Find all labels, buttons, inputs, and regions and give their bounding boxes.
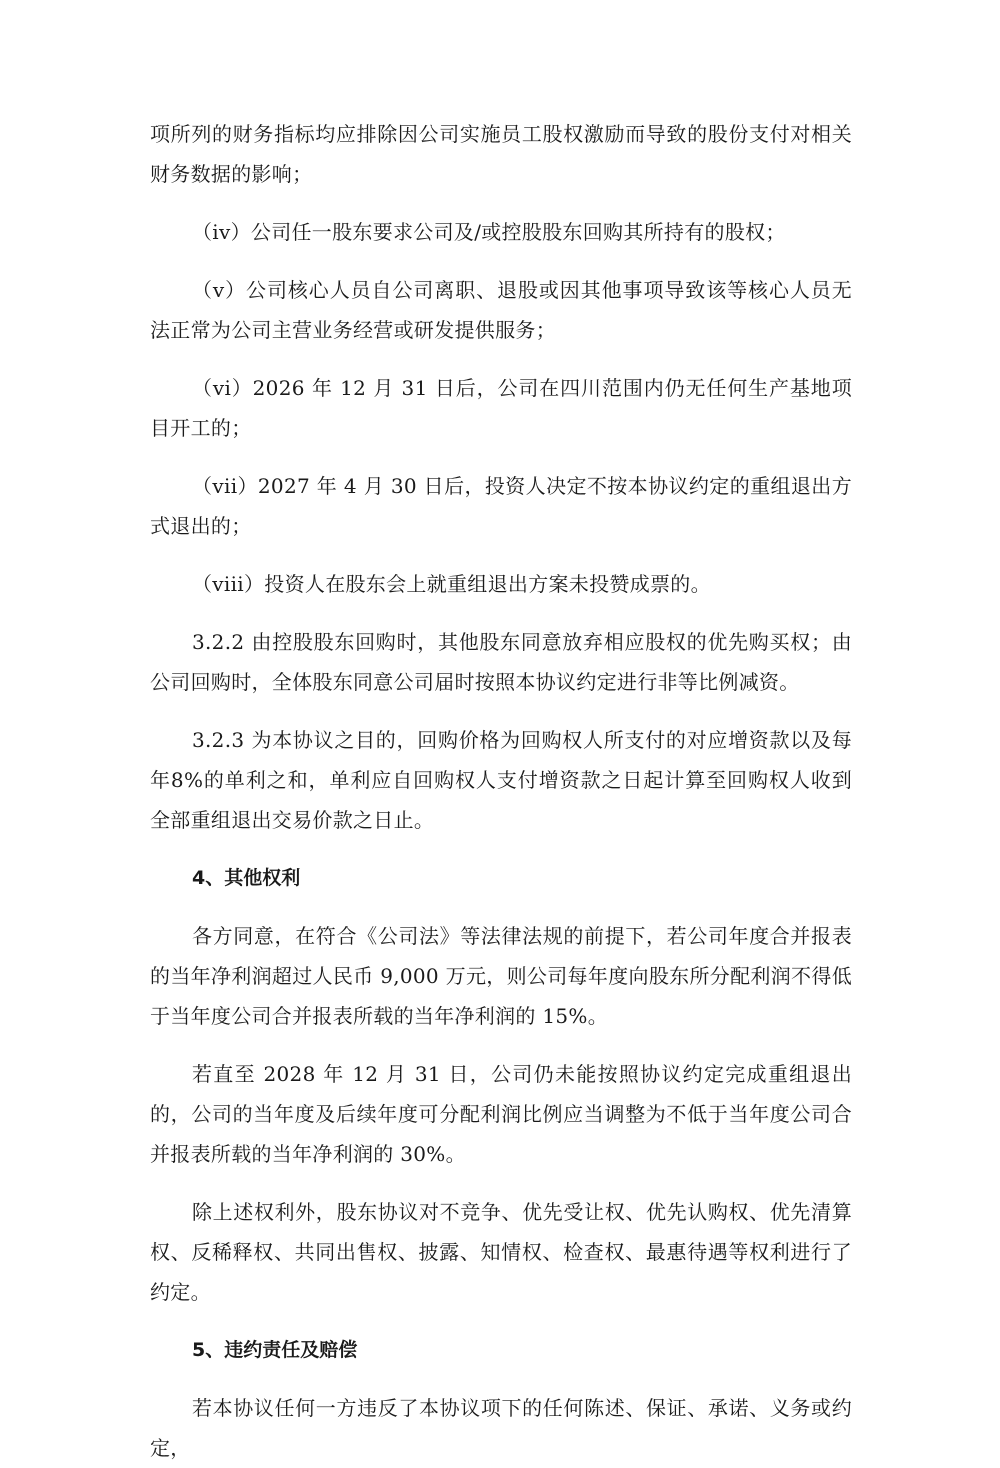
section-heading-breach-liability: 5、违约责任及赔偿 bbox=[192, 1339, 358, 1361]
document-page bbox=[150, 114, 852, 1468]
paragraph-financial-metrics: 项所列的财务指标均应排除因公司实施员工股权激励而导致的股份支付对相关财务数据的影响； bbox=[150, 122, 852, 186]
paragraph-3-2-3: 3.2.3 为本协议之目的，回购价格为回购权人所支付的对应增资款以及每年8%的单利之和，单利应自回购权人支付增资款之日起计算至回购权人收到全部重组退出交易价款之日止。 bbox=[150, 728, 852, 832]
paragraph-profit-adjustment: 若直至 2028 年 12 月 31 日，公司仍未能按照协议约定完成重组退出的，公司的当年度及后续年度可分配利润比例应当调整为不低于当年度公司合并报表所载的当年净利润的 30%。 bbox=[150, 1062, 852, 1166]
paragraph-clause-vi: （vi）2026 年 12 月 31 日后，公司在四川范围内仍无任何生产基地项目开工的； bbox=[150, 376, 852, 440]
paragraph-breach-intro: 若本协议任何一方违反了本协议项下的任何陈述、保证、承诺、义务或约定， bbox=[150, 1396, 852, 1460]
paragraph-clause-viii: （viii）投资人在股东会上就重组退出方案未投赞成票的。 bbox=[192, 572, 711, 596]
paragraph-3-2-2: 3.2.2 由控股股东回购时，其他股东同意放弃相应股权的优先购买权；由公司回购时，全体股东同意公司届时按照本协议约定进行非等比例减资。 bbox=[150, 630, 852, 694]
paragraph-clause-vii: （vii）2027 年 4 月 30 日后，投资人决定不按本协议约定的重组退出方式退出的； bbox=[150, 474, 852, 538]
paragraph-profit-distribution: 各方同意，在符合《公司法》等法律法规的前提下，若公司年度合并报表的当年净利润超过人民币 9,000 万元，则公司每年度向股东所分配利润不得低于当年度公司合并报表所载的当年净利润的 15%。 bbox=[150, 924, 852, 1028]
paragraph-other-rights-summary: 除上述权利外，股东协议对不竞争、优先受让权、优先认购权、优先清算权、反稀释权、共同出售权、披露、知情权、检查权、最惠待遇等权利进行了约定。 bbox=[150, 1200, 852, 1304]
paragraph-clause-iv: （iv）公司任一股东要求公司及/或控股股东回购其所持有的股权； bbox=[192, 220, 786, 244]
section-heading-other-rights: 4、其他权利 bbox=[192, 867, 301, 889]
paragraph-clause-v: （v）公司核心人员自公司离职、退股或因其他事项导致该等核心人员无法正常为公司主营业务经营或研发提供服务； bbox=[150, 278, 852, 342]
